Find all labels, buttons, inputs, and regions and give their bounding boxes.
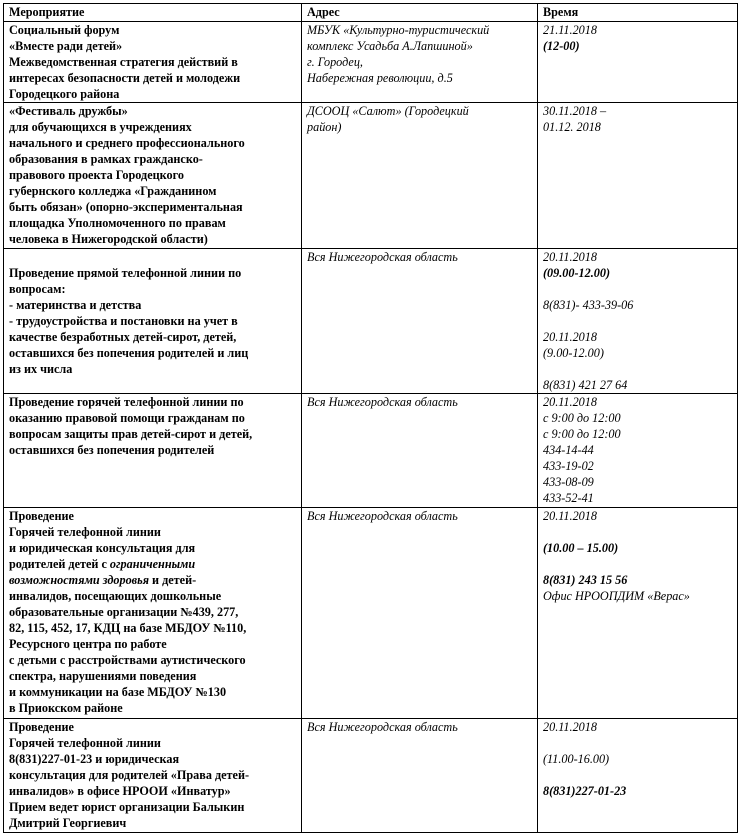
spacer <box>543 524 733 540</box>
event-line: - материнства и детства <box>9 298 142 312</box>
address-line: Вся Нижегородская область <box>307 720 458 734</box>
address-cell <box>302 508 538 719</box>
header-event: Мероприятие <box>4 4 302 22</box>
time-line: 20.11.2018 <box>543 509 597 523</box>
time-cell <box>538 719 738 833</box>
spacer <box>9 249 297 265</box>
event-line: консультация для родителей «Права детей- <box>9 768 250 782</box>
event-cell <box>4 508 302 719</box>
time-line: (10.00 – 15.00) <box>543 541 619 555</box>
header-time: Время <box>538 4 738 22</box>
time-line: 8(831) 421 27 64 <box>543 378 628 392</box>
address-line: МБУК «Культурно-туристический <box>307 23 490 37</box>
time-line: 20.11.2018 <box>543 395 597 409</box>
table-row <box>4 394 738 508</box>
time-cell <box>538 22 738 103</box>
event-line: начального и среднего профессионального <box>9 136 245 150</box>
address-line: Вся Нижегородская область <box>307 250 458 264</box>
address-cell <box>302 103 538 249</box>
event-fragment: и детей- <box>148 573 197 587</box>
time-line: 433-19-02 <box>543 459 594 473</box>
address-line: ДСООЦ «Салют» (Городецкий <box>307 104 469 118</box>
event-line: Проведение <box>9 720 74 734</box>
event-line: площадка Уполномоченного по правам <box>9 216 226 230</box>
event-line: с детьми с расстройствами аутистического <box>9 653 246 667</box>
event-cell <box>4 22 302 103</box>
time-line: Офис НРООПДИМ «Верас» <box>543 589 690 603</box>
event-line: для обучающихся в учреждениях <box>9 120 192 134</box>
time-line: 8(831)227-01-23 <box>543 784 627 798</box>
event-line: инвалидов» в офисе НРООИ «Инватур» <box>9 784 231 798</box>
time-line: 20.11.2018 <box>543 250 597 264</box>
event-line: и юридическая консультация для <box>9 541 196 555</box>
time-line: (9.00-12.00) <box>543 346 604 360</box>
event-line: вопросам защиты прав детей-сирот и детей, <box>9 427 253 441</box>
event-line: «Вместе ради детей» <box>9 39 123 53</box>
address-line: район) <box>307 120 342 134</box>
address-line: Набережная революции, д.5 <box>307 71 453 85</box>
event-line: 82, 115, 452, 17, КДЦ на базе МБДОУ №110, <box>9 621 247 635</box>
event-line: оставшихся без попечения родителей <box>9 443 215 457</box>
time-cell <box>538 508 738 719</box>
table-row <box>4 719 738 833</box>
time-line: 433-08-09 <box>543 475 594 489</box>
time-line: 20.11.2018 <box>543 720 597 734</box>
event-fragment: родителей детей с <box>9 557 110 571</box>
spacer <box>543 767 733 783</box>
event-line: Горячей телефонной линии <box>9 525 161 539</box>
address-line: комплекс Усадьба А.Лапшиной» <box>307 39 473 53</box>
time-line: 30.11.2018 – <box>543 104 607 118</box>
time-line: (09.00-12.00) <box>543 266 611 280</box>
event-line: Проведение горячей телефонной линии по <box>9 395 244 409</box>
time-line: с 9:00 до 12:00 <box>543 411 621 425</box>
event-cell <box>4 249 302 394</box>
event-line: из их числа <box>9 362 73 376</box>
address-cell <box>302 22 538 103</box>
time-line: с 9:00 до 12:00 <box>543 427 621 441</box>
time-line: 434-14-44 <box>543 443 594 457</box>
event-line: образования в рамках гражданско- <box>9 152 203 166</box>
header-address: Адрес <box>302 4 538 22</box>
event-line: качестве безработных детей-сирот, детей, <box>9 330 237 344</box>
time-line: 20.11.2018 <box>543 330 597 344</box>
spacer <box>543 556 733 572</box>
time-line: 8(831) 243 15 56 <box>543 573 628 587</box>
event-cell <box>4 719 302 833</box>
event-line: спектра, нарушениями поведения <box>9 669 197 683</box>
events-table <box>3 3 738 833</box>
event-emphasis: ограниченными <box>109 557 196 571</box>
event-cell <box>4 103 302 249</box>
time-line: 433-52-41 <box>543 491 594 505</box>
event-emphasis: возможностями здоровья <box>9 573 149 587</box>
event-line <box>9 556 297 572</box>
table-row <box>4 103 738 249</box>
event-line: Межведомственная стратегия действий в <box>9 55 238 69</box>
event-line: в Приокском районе <box>9 701 123 715</box>
spacer <box>543 313 733 329</box>
event-line: правового проекта Городецкого <box>9 168 184 182</box>
address-line: Вся Нижегородская область <box>307 509 458 523</box>
event-line: «Фестиваль дружбы» <box>9 104 128 118</box>
event-line: инвалидов, посещающих дошкольные <box>9 589 222 603</box>
address-line: Вся Нижегородская область <box>307 395 458 409</box>
event-line: - трудоустройства и постановки на учет в <box>9 314 238 328</box>
event-line: Горячей телефонной линии <box>9 736 161 750</box>
time-line: 01.12. 2018 <box>543 120 601 134</box>
time-line: (11.00-16.00) <box>543 752 610 766</box>
event-line: Ресурсного центра по работе <box>9 637 167 651</box>
spacer <box>543 361 733 377</box>
event-line: оказанию правовой помощи гражданам по <box>9 411 245 425</box>
event-line: образовательные организации №439, 277, <box>9 605 239 619</box>
event-line: Проведение прямой телефонной линии по <box>9 266 242 280</box>
event-line: Социальный форум <box>9 23 120 37</box>
event-line: 8(831)227-01-23 и юридическая <box>9 752 180 766</box>
spacer <box>543 735 733 751</box>
table-row <box>4 249 738 394</box>
event-line: интересах безопасности детей и молодежи <box>9 71 241 85</box>
event-line: губернского колледжа «Гражданином <box>9 184 217 198</box>
event-line: человека в Нижегородской области) <box>9 232 208 246</box>
time-line: (12-00) <box>543 39 580 53</box>
address-cell <box>302 249 538 394</box>
event-line <box>9 572 297 588</box>
event-line: вопросам: <box>9 282 66 296</box>
address-cell <box>302 394 538 508</box>
time-cell <box>538 394 738 508</box>
event-cell <box>4 394 302 508</box>
address-cell <box>302 719 538 833</box>
event-line: Городецкого района <box>9 87 120 101</box>
event-line: быть обязан» (опорно-экспериментальная <box>9 200 243 214</box>
table-row <box>4 508 738 719</box>
event-line: Прием ведет юрист организации Балыкин <box>9 800 245 814</box>
event-line: Дмитрий Георгиевич <box>9 816 127 830</box>
time-cell <box>538 103 738 249</box>
time-line: 21.11.2018 <box>543 23 597 37</box>
event-line: и коммуникации на базе МБДОУ №130 <box>9 685 227 699</box>
time-cell <box>538 249 738 394</box>
time-line: 8(831)- 433-39-06 <box>543 298 634 312</box>
spacer <box>543 281 733 297</box>
event-line: оставшихся без попечения родителей и лиц <box>9 346 249 360</box>
table-row <box>4 22 738 103</box>
header-row <box>4 4 738 22</box>
event-line: Проведение <box>9 509 74 523</box>
address-line: г. Городец, <box>307 55 363 69</box>
